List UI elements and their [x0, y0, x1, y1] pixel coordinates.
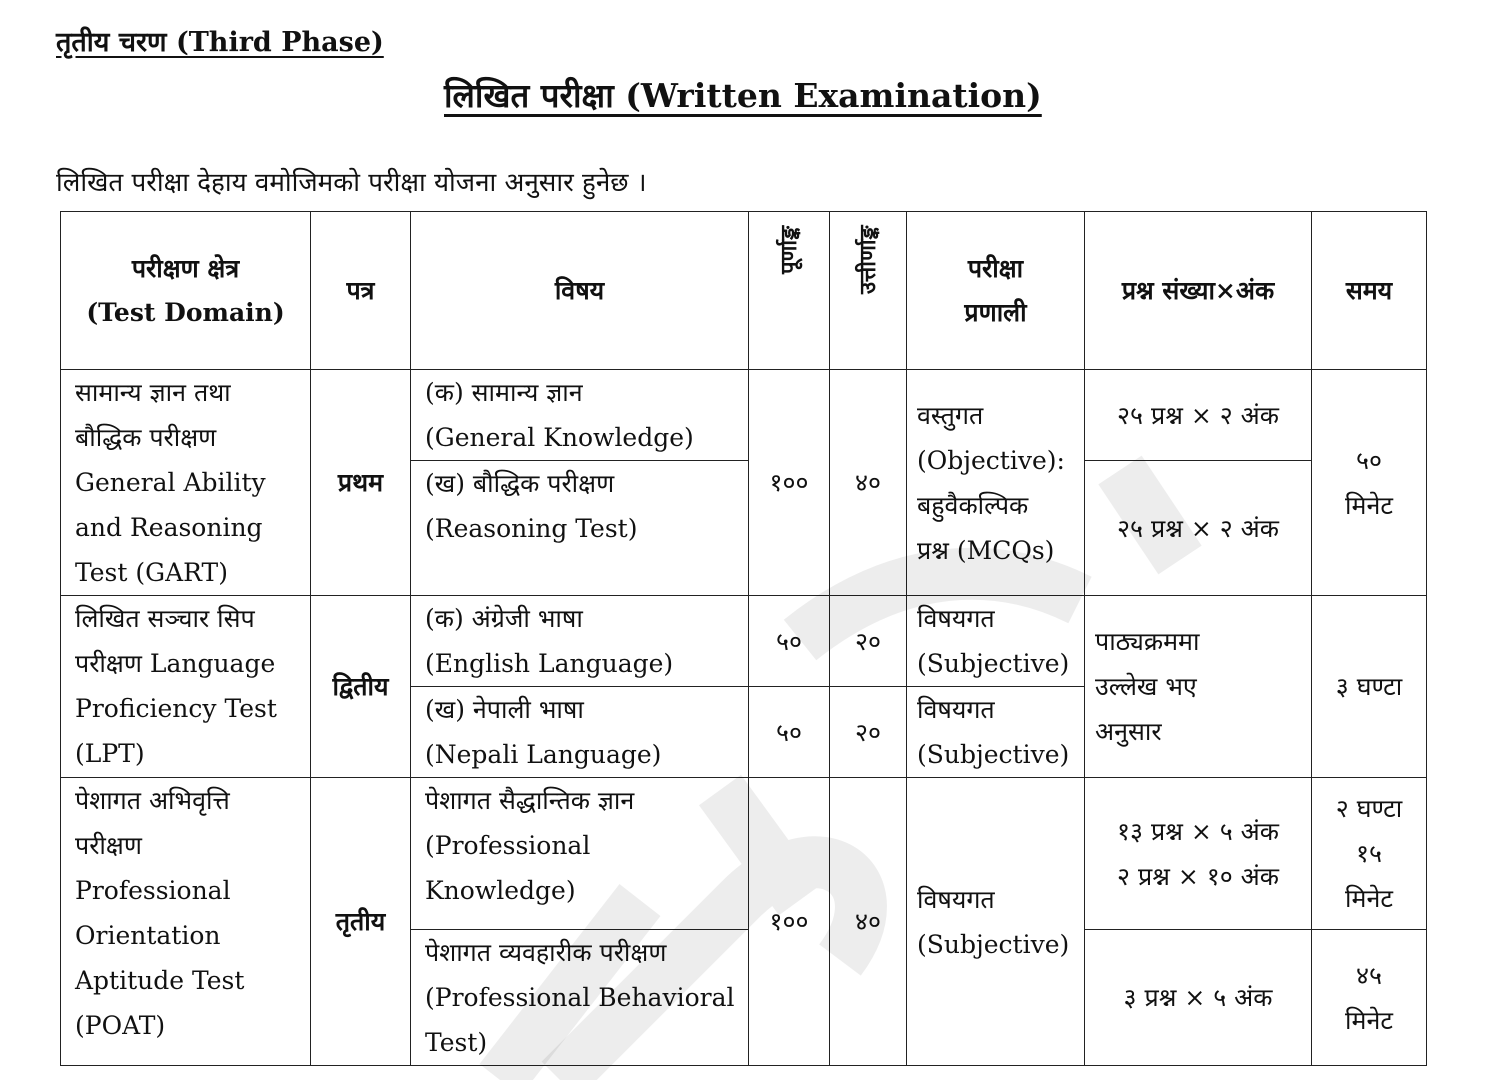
phase-heading: तृतीय चरण (Third Phase) [56, 27, 384, 58]
lpt-subject-a: (क) अंग्रेजी भाषा (English Language) [411, 596, 749, 687]
lpt-pass-marks-a: २० [830, 596, 907, 687]
header-pass-marks: उत्तीर्णाङ्क [830, 212, 907, 370]
gart-subject-a: (क) सामान्य ज्ञान (General Knowledge) [411, 370, 749, 461]
lpt-pass-marks-b: २० [830, 687, 907, 778]
gart-pass-marks: ४० [830, 370, 907, 596]
gart-time: ५० मिनेट [1312, 370, 1427, 596]
lpt-subject-b: (ख) नेपाली भाषा (Nepali Language) [411, 687, 749, 778]
page-title: लिखित परीक्षा (Written Examination) [444, 76, 1042, 115]
header-method: परीक्षा प्रणाली [907, 212, 1085, 370]
header-time: समय [1312, 212, 1427, 370]
gart-questions-a: २५ प्रश्न × २ अंक [1085, 370, 1312, 461]
lpt-time: ३ घण्टा [1312, 596, 1427, 778]
exam-scheme-table [60, 211, 1427, 1066]
poat-time-a: २ घण्टा १५ मिनेट [1312, 778, 1427, 930]
lpt-method-a: विषयगत (Subjective) [907, 596, 1085, 687]
lpt-method-b: विषयगत (Subjective) [907, 687, 1085, 778]
header-full-marks: पूर्णाङ्क [749, 212, 830, 370]
header-row [61, 212, 1427, 370]
poat-paper: तृतीय [311, 778, 411, 1066]
gart-subject-b: (ख) बौद्धिक परीक्षण (Reasoning Test) [411, 461, 749, 596]
table-row [61, 596, 1427, 687]
poat-subject-a: पेशागत सैद्धान्तिक ज्ञान (Professional Knowledge) [411, 778, 749, 930]
table-row [61, 370, 1427, 461]
lpt-paper: द्वितीय [311, 596, 411, 778]
header-paper: पत्र [311, 212, 411, 370]
gart-method: वस्तुगत (Objective): बहुवैकल्पिक प्रश्न (MCQs) [907, 370, 1085, 596]
table-row [61, 778, 1427, 930]
poat-questions-b: ३ प्रश्न × ५ अंक [1085, 930, 1312, 1066]
intro-text: लिखित परीक्षा देहाय वमोजिमको परीक्षा योजना अनुसार हुनेछ । [56, 168, 647, 198]
header-subject: विषय [411, 212, 749, 370]
poat-domain: पेशागत अभिवृत्ति परीक्षण Professional Orientation Aptitude Test (POAT) [61, 778, 311, 1066]
lpt-full-marks-b: ५० [749, 687, 830, 778]
poat-time-b: ४५ मिनेट [1312, 930, 1427, 1066]
gart-paper: प्रथम [311, 370, 411, 596]
header-questions: प्रश्न संख्या×अंक [1085, 212, 1312, 370]
gart-domain: सामान्य ज्ञान तथा बौद्धिक परीक्षण General Ability and Reasoning Test (GART) [61, 370, 311, 596]
gart-questions-b: २५ प्रश्न × २ अंक [1085, 461, 1312, 596]
lpt-domain: लिखित सञ्चार सिप परीक्षण Language Proficiency Test (LPT) [61, 596, 311, 778]
poat-subject-b: पेशागत व्यवहारीक परीक्षण (Professional Behavioral Test) [411, 930, 749, 1066]
poat-questions-a: १३ प्रश्न × ५ अंक २ प्रश्न × १० अंक [1085, 778, 1312, 930]
poat-pass-marks: ४० [830, 778, 907, 1066]
poat-method: विषयगत (Subjective) [907, 778, 1085, 1066]
gart-full-marks: १०० [749, 370, 830, 596]
header-domain: परीक्षण क्षेत्र (Test Domain) [61, 212, 311, 370]
lpt-full-marks-a: ५० [749, 596, 830, 687]
lpt-questions: पाठ्यक्रममा उल्लेख भए अनुसार [1085, 596, 1312, 778]
poat-full-marks: १०० [749, 778, 830, 1066]
